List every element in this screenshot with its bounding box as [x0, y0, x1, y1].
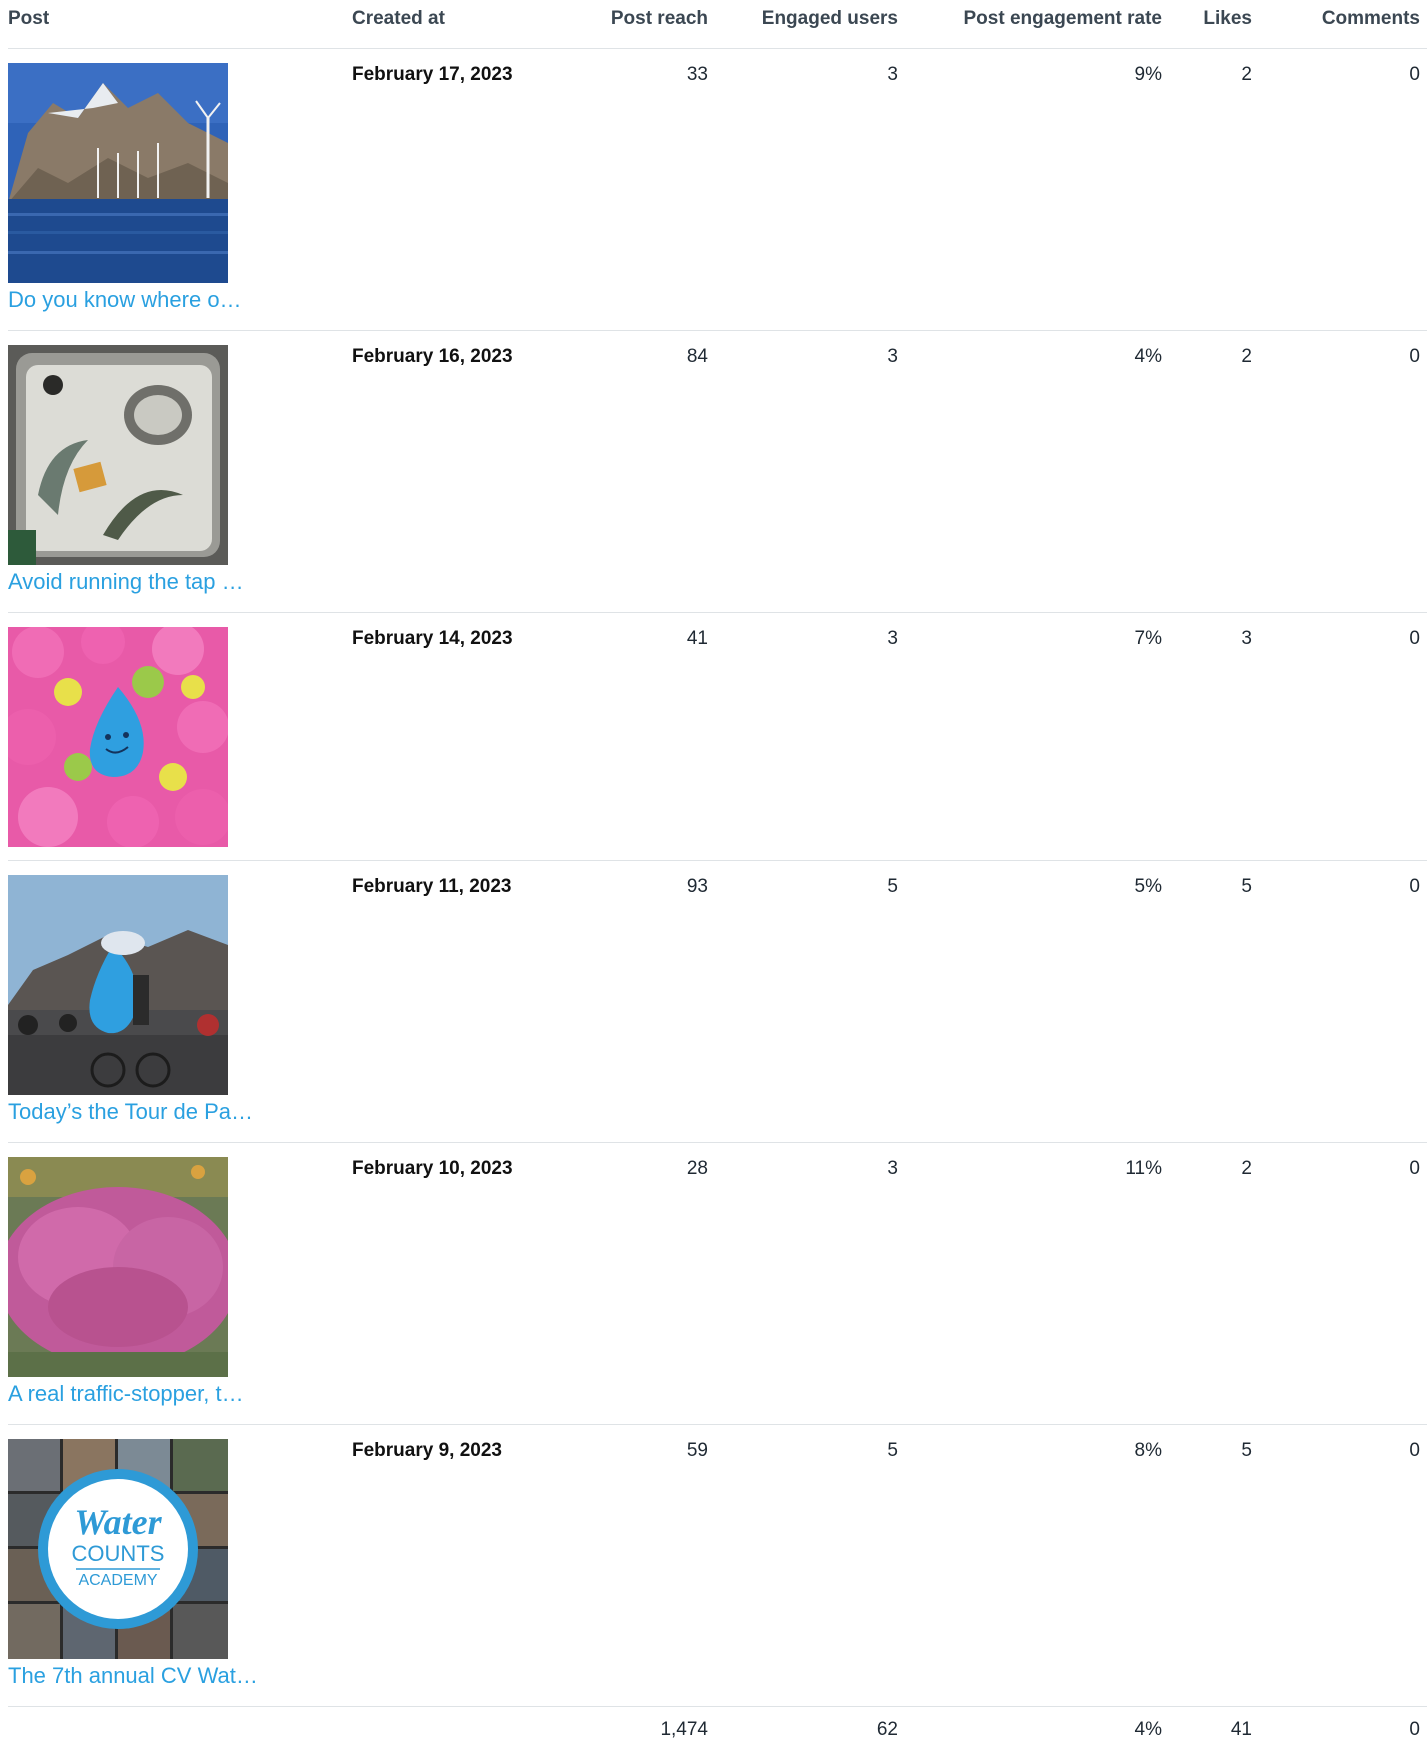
comments-cell: 0: [1409, 64, 1420, 85]
engaged-users-cell: 5: [887, 1440, 898, 1461]
comments-cell: 0: [1409, 1440, 1420, 1461]
engaged-users-cell: 3: [887, 628, 898, 649]
post-text-link[interactable]: Do you know where o…: [8, 287, 242, 312]
engaged-users-cell: 3: [887, 346, 898, 367]
column-header-post[interactable]: Post: [8, 8, 50, 29]
post-text-link[interactable]: Today’s the Tour de Pa…: [8, 1099, 254, 1124]
created-at-cell: February 16, 2023: [352, 346, 513, 367]
kitchen-sink-image: [8, 345, 228, 565]
mountains-windmills-image: [8, 63, 228, 283]
column-header-engagement-rate[interactable]: Post engagement rate: [963, 8, 1162, 29]
engaged-users-cell: 3: [887, 64, 898, 85]
water-counts-academy-image: [8, 1439, 228, 1659]
post-reach-cell: 59: [686, 1440, 708, 1461]
post-thumbnail[interactable]: [8, 1439, 228, 1659]
table-row: [8, 1143, 1427, 1425]
likes-cell: 2: [1241, 1158, 1252, 1179]
table-row: [8, 613, 1427, 861]
post-thumbnail[interactable]: [8, 1157, 228, 1377]
column-header-created-at[interactable]: Created at: [352, 8, 445, 29]
table-header: [8, 0, 1427, 49]
table-row: [8, 331, 1427, 613]
logo-academy-text: ACADEMY: [78, 1572, 158, 1589]
engagement-rate-cell: 9%: [1134, 64, 1162, 85]
comments-cell: 0: [1409, 628, 1420, 649]
created-at-cell: February 9, 2023: [352, 1440, 502, 1461]
post-reach-cell: 33: [686, 64, 708, 85]
column-header-engaged-users[interactable]: Engaged users: [761, 8, 898, 29]
engaged-users-cell: 3: [887, 1158, 898, 1179]
table-row: [8, 1425, 1427, 1707]
likes-cell: 2: [1241, 64, 1252, 85]
engagement-rate-cell: 7%: [1134, 628, 1162, 649]
engagement-rate-cell: 5%: [1134, 876, 1162, 897]
post-thumbnail[interactable]: [8, 627, 228, 847]
comments-cell: 0: [1409, 346, 1420, 367]
total-engagement-rate: 4%: [1134, 1719, 1162, 1740]
comments-cell: 0: [1409, 1158, 1420, 1179]
post-reach-cell: 28: [686, 1158, 708, 1179]
logo-counts-text: COUNTS: [71, 1541, 165, 1566]
post-reach-cell: 84: [686, 346, 708, 367]
post-reach-cell: 93: [686, 876, 708, 897]
totals-row: [8, 1707, 1427, 1747]
column-header-post-reach[interactable]: Post reach: [610, 8, 708, 29]
created-at-cell: February 14, 2023: [352, 628, 513, 649]
total-likes: 41: [1230, 1719, 1252, 1740]
created-at-cell: February 11, 2023: [352, 876, 512, 897]
created-at-cell: February 17, 2023: [352, 64, 513, 85]
table-row: [8, 861, 1427, 1143]
total-engaged-users: 62: [876, 1719, 898, 1740]
likes-cell: 3: [1241, 628, 1252, 649]
comments-cell: 0: [1409, 876, 1420, 897]
post-thumbnail[interactable]: [8, 875, 228, 1095]
post-thumbnail[interactable]: [8, 345, 228, 565]
cyclists-image: [8, 875, 228, 1095]
post-text-link[interactable]: The 7th annual CV Wat…: [8, 1663, 258, 1688]
post-reach-cell: 41: [686, 628, 708, 649]
logo-water-text: Water: [74, 1502, 162, 1542]
post-insights-table: [8, 0, 1427, 1747]
column-header-likes[interactable]: Likes: [1203, 8, 1252, 29]
likes-cell: 5: [1241, 876, 1252, 897]
total-comments: 0: [1409, 1719, 1420, 1740]
created-at-cell: February 10, 2023: [352, 1158, 513, 1179]
pink-grass-image: [8, 1157, 228, 1377]
engagement-rate-cell: 8%: [1134, 1440, 1162, 1461]
column-header-comments[interactable]: Comments: [1321, 8, 1420, 29]
engagement-rate-cell: 4%: [1134, 346, 1162, 367]
post-thumbnail[interactable]: [8, 63, 228, 283]
roses-mascot-image: [8, 627, 228, 847]
likes-cell: 5: [1241, 1440, 1252, 1461]
table-row: [8, 49, 1427, 331]
total-post-reach: 1,474: [660, 1719, 708, 1740]
post-text-link[interactable]: A real traffic-stopper, t…: [8, 1381, 244, 1406]
engagement-rate-cell: 11%: [1125, 1158, 1162, 1179]
post-text-link[interactable]: Avoid running the tap …: [8, 569, 244, 594]
engaged-users-cell: 5: [887, 876, 898, 897]
likes-cell: 2: [1241, 346, 1252, 367]
